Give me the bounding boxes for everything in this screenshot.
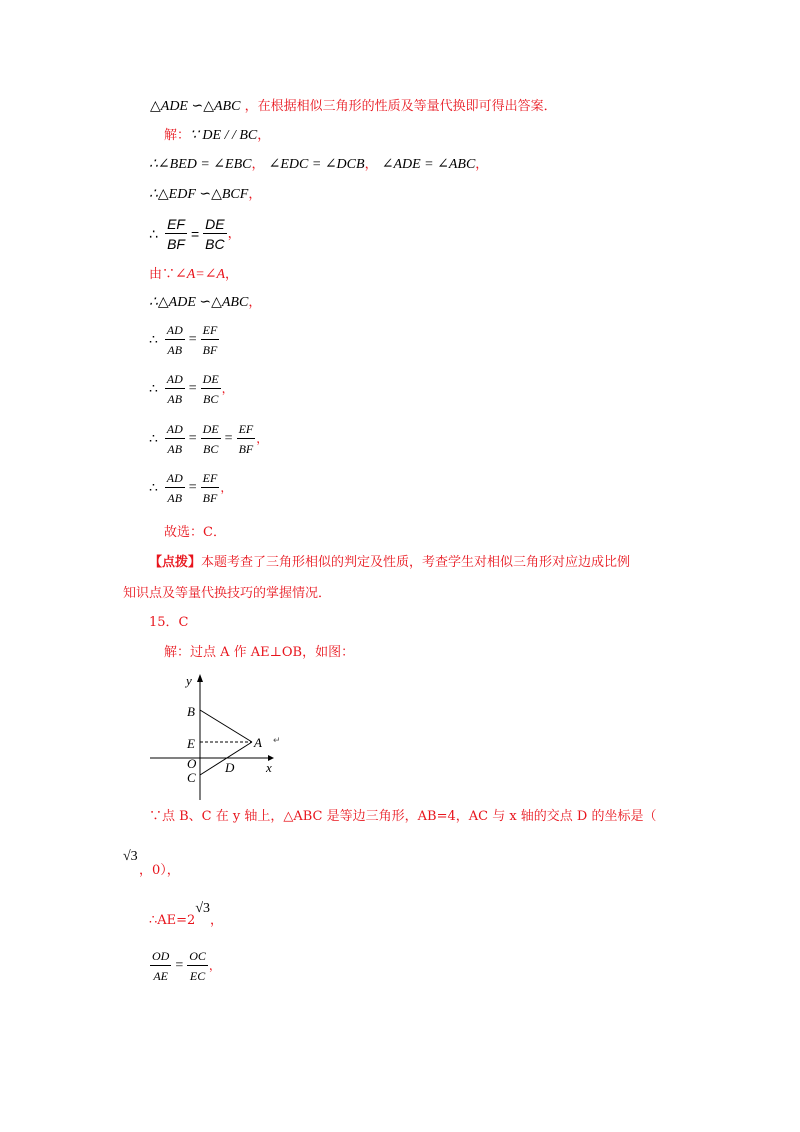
denominator: AB <box>167 343 183 357</box>
equals: = <box>188 332 197 347</box>
coordinate-diagram <box>150 670 285 800</box>
numerator: EF <box>201 470 220 488</box>
because-label: 由∵ <box>149 267 176 282</box>
comma: ， <box>256 431 269 446</box>
equals: = <box>224 431 233 446</box>
angle-eq-1: ∴∠BED = ∠EBC <box>149 157 252 172</box>
label-c: C <box>187 770 196 785</box>
equals: = <box>188 431 197 446</box>
comma: ， <box>251 157 265 172</box>
therefore-symbol: ∴ <box>149 431 158 447</box>
equals: = <box>175 958 184 973</box>
comma: ， <box>220 480 233 495</box>
therefore-symbol: ∴ <box>149 381 158 397</box>
fraction <box>201 421 221 457</box>
fraction <box>150 948 171 984</box>
numerator: EF <box>201 322 220 340</box>
question-15-header: 15．C <box>149 615 189 630</box>
answer-line: 故选：C． <box>164 525 226 540</box>
comma: ， <box>248 187 262 202</box>
ratio-od-ae <box>149 948 221 984</box>
angle-a-equal: ∠A=∠A <box>175 267 226 282</box>
segment-ba <box>200 710 252 742</box>
fraction <box>201 470 220 506</box>
denominator: AB <box>167 442 183 456</box>
numerator: AD <box>165 322 185 340</box>
comma: ， <box>257 128 271 143</box>
fraction <box>165 322 185 358</box>
numerator: AD <box>165 470 185 488</box>
similar-edf-bcf <box>149 186 261 204</box>
numerator: AD <box>165 371 185 389</box>
coord-tail: ，0）， <box>139 863 180 878</box>
comma: ， <box>210 913 224 928</box>
dianbo-line-1 <box>149 554 630 572</box>
intro-text: ，在根据相似三角形的性质及等量代换即可得出答案． <box>244 99 557 114</box>
denominator: AB <box>167 491 183 505</box>
numerator: OD <box>150 948 171 966</box>
denominator: AB <box>167 392 183 406</box>
intro-line <box>150 98 557 116</box>
therefore-symbol: ∴ <box>149 480 158 496</box>
denominator: BC <box>205 236 225 252</box>
dianbo-text: 本题考查了三角形相似的判定及性质，考查学生对相似三角形对应边成比例 <box>201 555 631 570</box>
numerator: DE <box>205 216 225 232</box>
denominator: BF <box>202 491 218 505</box>
comma: ， <box>221 381 234 396</box>
ae-line <box>149 901 224 930</box>
denominator: EC <box>189 969 206 983</box>
therefore-symbol: ∴ <box>149 332 158 348</box>
numerator: EF <box>237 421 256 439</box>
label-y: y <box>186 673 192 688</box>
similar-ade-abc <box>149 294 261 312</box>
comma: ， <box>208 958 221 973</box>
comma: ， <box>227 226 241 242</box>
y-axis-arrow-icon <box>197 674 203 682</box>
label-a: A <box>254 735 262 750</box>
label-d: D <box>225 760 235 775</box>
numerator: OC <box>187 948 208 966</box>
ratio-chain <box>149 421 268 457</box>
question-15-solution-intro: 解：过点 A 作 AE⊥OB，如图： <box>164 645 355 660</box>
sqrt-three: √3 <box>195 901 210 916</box>
ratio-ad-ab-ef-bf <box>149 322 220 358</box>
fraction <box>165 371 185 407</box>
equals: = <box>188 480 197 495</box>
sqrt-three: √3 <box>123 849 138 864</box>
numerator: AD <box>165 421 185 439</box>
denominator: BF <box>238 442 254 456</box>
label-o: O <box>187 756 197 771</box>
comma: ， <box>225 267 239 282</box>
angle-eq-2: ∠EDC = ∠DCB <box>268 157 365 172</box>
angle-equalities <box>149 156 488 174</box>
equals: = <box>188 381 197 396</box>
ae-text: ∴AE=2 <box>149 913 196 928</box>
solution-label: 解： <box>164 128 191 143</box>
fraction <box>165 421 185 457</box>
numerator: EF <box>167 216 185 232</box>
angle-eq-3: ∠ADE = ∠ABC <box>381 157 476 172</box>
numerator: DE <box>201 371 221 389</box>
dianbo-line-2: 知识点及等量代换技巧的掌握情况． <box>123 586 332 601</box>
denominator: AE <box>153 969 168 983</box>
therefore-symbol: ∴ <box>149 225 158 242</box>
fraction <box>187 948 208 984</box>
comma: ， <box>364 157 378 172</box>
comma: ， <box>475 157 489 172</box>
denominator: BC <box>202 392 219 406</box>
fraction <box>237 421 256 457</box>
ratio-ad-ab-de-bc <box>149 371 234 407</box>
fraction <box>165 216 187 252</box>
return-mark-icon: ↵ <box>273 735 281 745</box>
ratio-final <box>149 470 232 506</box>
dianbo-tag: 【点拨】 <box>149 555 202 570</box>
label-b: B <box>187 704 195 719</box>
label-x: x <box>266 760 272 775</box>
denominator: BC <box>202 442 219 456</box>
numerator: DE <box>201 421 221 439</box>
similarity-ade-abc: ∴△ADE ∽△ABC <box>149 295 249 310</box>
similarity-edf-bcf: ∴△EDF ∽△BCF <box>149 187 249 202</box>
fraction <box>203 216 226 252</box>
denominator: BF <box>202 343 218 357</box>
fraction <box>201 371 221 407</box>
ratio-ef-bf <box>149 216 241 252</box>
fraction <box>165 470 185 506</box>
geometry-figure <box>150 670 285 800</box>
q15-given-line: ∵点 B、C 在 y 轴上，△ABC 是等边三角形，AB=4，AC 与 x 轴的交点 D 的坐标是（ <box>149 809 657 824</box>
equals: = <box>190 226 200 242</box>
denominator: BF <box>167 236 185 252</box>
sqrt3-marker <box>123 848 138 866</box>
common-angle <box>149 266 238 284</box>
similarity-statement: △ADE ∽△ABC <box>150 99 241 114</box>
fraction <box>201 322 220 358</box>
given-parallel: ∵ DE / / BC <box>190 128 258 143</box>
solution-given <box>164 127 270 145</box>
comma: ， <box>248 295 262 310</box>
label-e: E <box>187 736 195 751</box>
